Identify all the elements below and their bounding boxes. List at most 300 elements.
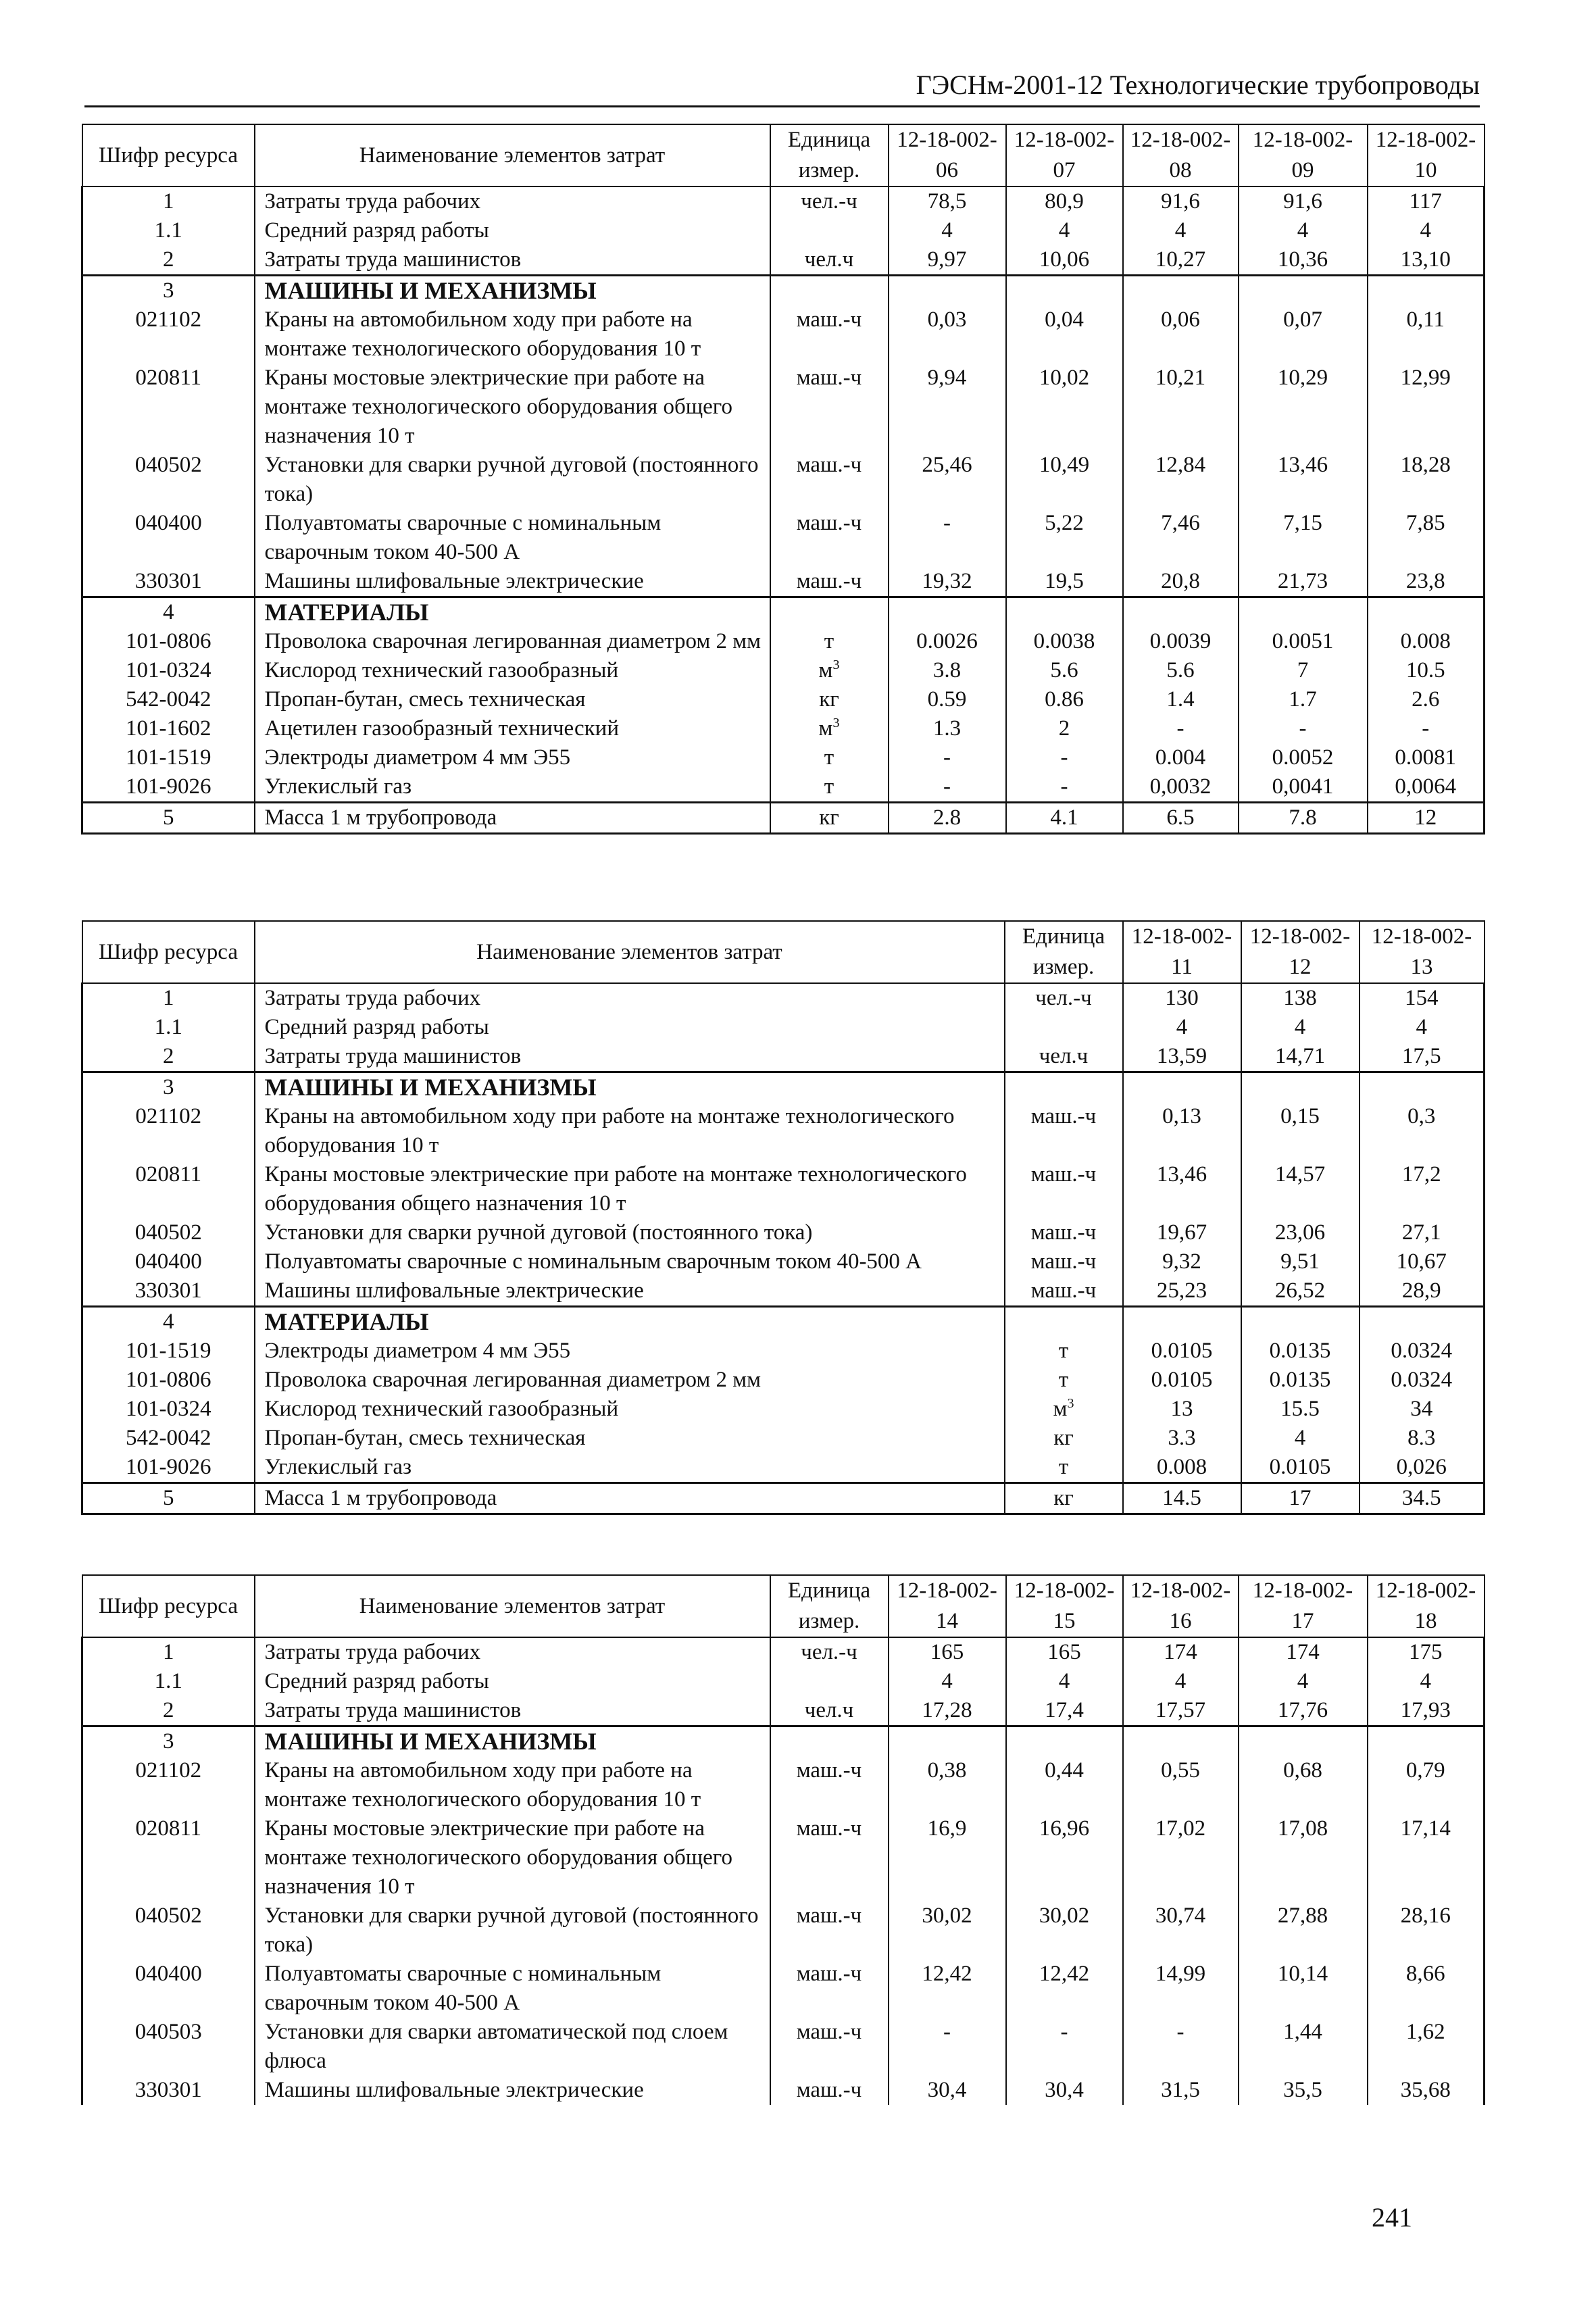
resource-name: Электроды диаметром 4 мм Э55	[255, 743, 770, 772]
resource-unit: т	[770, 743, 889, 772]
resource-name: Электроды диаметром 4 мм Э55	[255, 1337, 1005, 1366]
resource-value: 10,06	[1006, 245, 1123, 276]
resource-unit: т	[1005, 1337, 1123, 1366]
resource-value: 174	[1123, 1637, 1239, 1667]
resource-value: 0.0026	[889, 627, 1006, 656]
unit-header: Единица измер.	[1005, 921, 1123, 983]
resource-value: 34.5	[1360, 1483, 1485, 1514]
table-row	[82, 1395, 1485, 1424]
resource-value: -	[1368, 714, 1485, 743]
resource-value: 0.0324	[1360, 1337, 1485, 1366]
col-header: 12-18-002-06	[889, 124, 1006, 186]
resource-value: 5.6	[1006, 656, 1123, 685]
table-row	[82, 451, 1485, 509]
unit-exponent: 3	[832, 657, 840, 672]
resource-code: 1.1	[82, 216, 255, 245]
unit-exponent: 3	[1067, 1396, 1074, 1411]
resource-value: 17,76	[1239, 1696, 1368, 1726]
resource-name: Машины шлифовальные электрические	[255, 1276, 1005, 1307]
resource-unit: кг	[1005, 1483, 1123, 1514]
resource-unit	[770, 1667, 889, 1696]
resource-code: 101-9026	[82, 772, 255, 803]
resource-value: 25,46	[889, 451, 1006, 509]
table-row	[82, 1366, 1485, 1395]
resource-value: 4	[889, 1667, 1006, 1696]
resource-code: 1	[82, 1637, 255, 1667]
resource-value: 0.86	[1006, 685, 1123, 714]
resource-code: 021102	[82, 305, 255, 364]
resource-unit	[770, 1726, 889, 1757]
resource-value	[889, 276, 1006, 306]
resource-unit: маш.-ч	[770, 451, 889, 509]
unit-base: м	[818, 716, 833, 741]
resource-value: 10.5	[1368, 656, 1485, 685]
resource-value: 0,68	[1239, 1756, 1368, 1814]
resource-unit	[770, 216, 889, 245]
resource-value: 35,68	[1368, 2076, 1485, 2105]
resource-value: 10,36	[1239, 245, 1368, 276]
resource-value: 0.0105	[1123, 1337, 1241, 1366]
resource-value	[889, 1726, 1006, 1757]
resource-name: Углекислый газ	[255, 1453, 1005, 1483]
resource-value: 0,79	[1368, 1756, 1485, 1814]
resource-value: 4	[1241, 1424, 1360, 1453]
resource-unit	[1005, 1307, 1123, 1337]
resource-unit: чел.ч	[770, 245, 889, 276]
resource-value: 13,59	[1123, 1042, 1241, 1072]
resource-code: 330301	[82, 567, 255, 597]
resource-value	[1006, 276, 1123, 306]
resource-value: 30,02	[1006, 1901, 1123, 1960]
table-row	[82, 509, 1485, 567]
resource-code: 101-0806	[82, 627, 255, 656]
resource-value: 19,5	[1006, 567, 1123, 597]
resource-unit	[1005, 1395, 1123, 1424]
table-row	[82, 1247, 1485, 1276]
table-row	[82, 216, 1485, 245]
resource-value: 7,15	[1239, 509, 1368, 567]
resource-value: 0,04	[1006, 305, 1123, 364]
resource-unit: чел.-ч	[770, 1637, 889, 1667]
resource-unit: т	[1005, 1366, 1123, 1395]
resource-value: 0.0135	[1241, 1337, 1360, 1366]
resource-name: Затраты труда рабочих	[255, 1637, 770, 1667]
resource-unit	[770, 714, 889, 743]
resource-code: 040400	[82, 509, 255, 567]
resource-value: 0.0324	[1360, 1366, 1485, 1395]
table-row	[82, 1337, 1485, 1366]
resource-code: 330301	[82, 1276, 255, 1307]
resource-code: 101-0806	[82, 1366, 255, 1395]
section-row	[82, 597, 1485, 628]
resource-value	[1006, 597, 1123, 628]
resource-value: 1.3	[889, 714, 1006, 743]
resource-value: 4	[1368, 216, 1485, 245]
resource-value: 0.0105	[1241, 1453, 1360, 1483]
resource-value: 23,8	[1368, 567, 1485, 597]
resource-name: Краны мостовые электрические при работе на монтаже технологического оборудования общего назначения 10 т	[255, 1160, 1005, 1218]
resource-value: 8,66	[1368, 1960, 1485, 2018]
resource-name: Масса 1 м трубопровода	[255, 1483, 1005, 1514]
resource-unit: маш.-ч	[1005, 1276, 1123, 1307]
resource-value: 10,49	[1006, 451, 1123, 509]
resource-code: 020811	[82, 1814, 255, 1901]
table-row	[82, 685, 1485, 714]
section-code: 4	[82, 1307, 255, 1337]
resource-value: 130	[1123, 983, 1241, 1013]
resource-value: 17,57	[1123, 1696, 1239, 1726]
resource-name: Затраты труда рабочих	[255, 983, 1005, 1013]
resource-unit: маш.-ч	[1005, 1218, 1123, 1247]
resource-value: 165	[889, 1637, 1006, 1667]
resource-value: 30,4	[1006, 2076, 1123, 2105]
resource-value: 0.59	[889, 685, 1006, 714]
resource-value: 4	[1123, 1013, 1241, 1042]
resource-value: 13	[1123, 1395, 1241, 1424]
resource-value: 175	[1368, 1637, 1485, 1667]
resource-name: Установки для сварки ручной дуговой (постоянного тока)	[255, 1901, 770, 1960]
resource-name: Проволока сварочная легированная диаметром 2 мм	[255, 1366, 1005, 1395]
resource-unit: маш.-ч	[770, 2076, 889, 2105]
resource-value: 14,71	[1241, 1042, 1360, 1072]
resource-unit: т	[770, 627, 889, 656]
resource-value: 17,14	[1368, 1814, 1485, 1901]
resource-unit	[1005, 1013, 1123, 1042]
resource-value: 4	[1006, 1667, 1123, 1696]
resource-value: 4.1	[1006, 803, 1123, 834]
resource-value: 13,10	[1368, 245, 1485, 276]
resource-value: 0,55	[1123, 1756, 1239, 1814]
resource-value: 1.7	[1239, 685, 1368, 714]
resource-unit: маш.-ч	[770, 1901, 889, 1960]
resource-value: 17	[1241, 1483, 1360, 1514]
resource-value: 0,026	[1360, 1453, 1485, 1483]
table-row	[82, 656, 1485, 685]
resource-name: Затраты труда машинистов	[255, 1042, 1005, 1072]
resource-value	[1239, 1726, 1368, 1757]
resource-value: 7	[1239, 656, 1368, 685]
table-row	[82, 983, 1485, 1013]
resource-value: 10,21	[1123, 364, 1239, 451]
resource-value	[1368, 276, 1485, 306]
resource-value: 12,42	[889, 1960, 1006, 2018]
resource-code: 040502	[82, 451, 255, 509]
col-header: 12-18-002-17	[1239, 1575, 1368, 1637]
resource-value: 91,6	[1239, 186, 1368, 216]
resource-value: 16,96	[1006, 1814, 1123, 1901]
resource-value: 4	[1239, 216, 1368, 245]
table-row	[82, 627, 1485, 656]
resource-value: 2.8	[889, 803, 1006, 834]
resource-code: 040502	[82, 1218, 255, 1247]
resource-name: Краны на автомобильном ходу при работе на монтаже технологического оборудования 10 т	[255, 1756, 770, 1814]
resource-value: 25,23	[1123, 1276, 1241, 1307]
resource-unit: кг	[770, 803, 889, 834]
resource-name: Краны на автомобильном ходу при работе на монтаже технологического оборудования 10 т	[255, 305, 770, 364]
resource-code: 542-0042	[82, 685, 255, 714]
unit-exponent: 3	[832, 716, 840, 730]
resource-code: 101-0324	[82, 656, 255, 685]
mass-row	[82, 1483, 1485, 1514]
resource-value: 14,99	[1123, 1960, 1239, 2018]
resource-code: 101-1519	[82, 743, 255, 772]
resource-value: -	[889, 772, 1006, 803]
section-code: 3	[82, 1726, 255, 1757]
resource-name: Машины шлифовальные электрические	[255, 567, 770, 597]
resource-value: 165	[1006, 1637, 1123, 1667]
resource-value: 0.0039	[1123, 627, 1239, 656]
col-header: 12-18-002-18	[1368, 1575, 1485, 1637]
resource-value: 0.0051	[1239, 627, 1368, 656]
resource-value: 0.0081	[1368, 743, 1485, 772]
section-row	[82, 1726, 1485, 1757]
resource-unit: маш.-ч	[1005, 1247, 1123, 1276]
resource-value: 0,11	[1368, 305, 1485, 364]
resource-value: 4	[1360, 1013, 1485, 1042]
table-row	[82, 1960, 1485, 2018]
table-row	[82, 305, 1485, 364]
resource-value: 1,62	[1368, 2018, 1485, 2076]
resource-value	[1123, 597, 1239, 628]
resource-value: 0.0052	[1239, 743, 1368, 772]
unit-base: м	[1053, 1397, 1068, 1421]
resource-value: 0.0105	[1123, 1366, 1241, 1395]
resource-value: 154	[1360, 983, 1485, 1013]
resource-value: 0,38	[889, 1756, 1006, 1814]
resource-value: 17,28	[889, 1696, 1006, 1726]
resource-value: -	[889, 2018, 1006, 2076]
resource-value: 0,15	[1241, 1102, 1360, 1160]
resource-value: 30,02	[889, 1901, 1006, 1960]
resource-value: 27,88	[1239, 1901, 1368, 1960]
resource-value: 6.5	[1123, 803, 1239, 834]
section-title: МАТЕРИАЛЫ	[255, 1307, 1005, 1337]
resource-value	[1239, 276, 1368, 306]
resource-value: 80,9	[1006, 186, 1123, 216]
section-code: 3	[82, 276, 255, 306]
resource-unit: маш.-ч	[770, 567, 889, 597]
resource-value: 18,28	[1368, 451, 1485, 509]
resource-value: 0,44	[1006, 1756, 1123, 1814]
col-header: 12-18-002-10	[1368, 124, 1485, 186]
unit-header: Единица измер.	[770, 1575, 889, 1637]
resource-value	[1006, 1726, 1123, 1757]
resource-value: 4	[1241, 1013, 1360, 1042]
resource-value: 0,07	[1239, 305, 1368, 364]
resource-table-3	[81, 1574, 1485, 2105]
resource-unit	[770, 656, 889, 685]
col-header: 12-18-002-11	[1123, 921, 1241, 983]
table-row	[82, 1160, 1485, 1218]
resource-value: 5.6	[1123, 656, 1239, 685]
resource-value: 16,9	[889, 1814, 1006, 1901]
resource-value: 9,51	[1241, 1247, 1360, 1276]
section-title: МАШИНЫ И МЕХАНИЗМЫ	[255, 1726, 770, 1757]
resource-name: Полуавтоматы сварочные с номинальным сварочным током 40-500 А	[255, 509, 770, 567]
resource-value: 17,02	[1123, 1814, 1239, 1901]
code-header: Шифр ресурса	[82, 124, 255, 186]
resource-code: 020811	[82, 364, 255, 451]
resource-value: 9,32	[1123, 1247, 1241, 1276]
resource-name: Углекислый газ	[255, 772, 770, 803]
resource-value	[1360, 1307, 1485, 1337]
resource-value: 12,99	[1368, 364, 1485, 451]
resource-unit: маш.-ч	[770, 1960, 889, 2018]
resource-name: Средний разряд работы	[255, 1667, 770, 1696]
resource-name: Краны на автомобильном ходу при работе на монтаже технологического оборудования 10 т	[255, 1102, 1005, 1160]
resource-value: 4	[1239, 1667, 1368, 1696]
resource-code: 101-0324	[82, 1395, 255, 1424]
table-row	[82, 1667, 1485, 1696]
resource-value	[889, 597, 1006, 628]
resource-name: Проволока сварочная легированная диаметром 2 мм	[255, 627, 770, 656]
resource-name: Установки для сварки ручной дуговой (постоянного тока)	[255, 1218, 1005, 1247]
resource-name: Кислород технический газообразный	[255, 1395, 1005, 1424]
resource-value: 28,16	[1368, 1901, 1485, 1960]
col-header: 12-18-002-12	[1241, 921, 1360, 983]
resource-value: 10,27	[1123, 245, 1239, 276]
resource-value: 10,14	[1239, 1960, 1368, 2018]
resource-value: 138	[1241, 983, 1360, 1013]
resource-value: 0.0135	[1241, 1366, 1360, 1395]
resource-unit: чел.-ч	[770, 186, 889, 216]
resource-value: -	[1123, 714, 1239, 743]
resource-unit: т	[1005, 1453, 1123, 1483]
resource-unit: чел.ч	[770, 1696, 889, 1726]
page-header: ГЭСНм-2001-12 Технологические трубопроводы	[84, 69, 1480, 107]
resource-value: 17,08	[1239, 1814, 1368, 1901]
resource-value: 78,5	[889, 186, 1006, 216]
resource-value: 17,5	[1360, 1042, 1485, 1072]
resource-value: 0.004	[1123, 743, 1239, 772]
resource-name: Пропан-бутан, смесь техническая	[255, 685, 770, 714]
resource-value: 35,5	[1239, 2076, 1368, 2105]
resource-unit	[770, 597, 889, 628]
resource-value: 117	[1368, 186, 1485, 216]
unit-header: Единица измер.	[770, 124, 889, 186]
resource-code: 2	[82, 245, 255, 276]
resource-value: 28,9	[1360, 1276, 1485, 1307]
resource-value: 26,52	[1241, 1276, 1360, 1307]
resource-value: 31,5	[1123, 2076, 1239, 2105]
resource-name: Средний разряд работы	[255, 216, 770, 245]
resource-value: -	[1123, 2018, 1239, 2076]
resource-code: 040503	[82, 2018, 255, 2076]
col-header: 12-18-002-14	[889, 1575, 1006, 1637]
resource-unit	[1005, 1072, 1123, 1103]
resource-value: 30,74	[1123, 1901, 1239, 1960]
resource-value: 1,44	[1239, 2018, 1368, 2076]
resource-code: 2	[82, 1696, 255, 1726]
resource-name: Установки для сварки ручной дуговой (постоянного тока)	[255, 451, 770, 509]
resource-value: 0.008	[1123, 1453, 1241, 1483]
resource-unit	[770, 276, 889, 306]
resource-value: 7.8	[1239, 803, 1368, 834]
table-row	[82, 1424, 1485, 1453]
resource-value: 1.4	[1123, 685, 1239, 714]
resource-value: 10,67	[1360, 1247, 1485, 1276]
name-header: Наименование элементов затрат	[255, 1575, 770, 1637]
table-row	[82, 1901, 1485, 1960]
resource-value	[1123, 276, 1239, 306]
resource-name: Полуавтоматы сварочные с номинальным сварочным током 40-500 А	[255, 1247, 1005, 1276]
section-code: 3	[82, 1072, 255, 1103]
resource-name: Краны мостовые электрические при работе на монтаже технологического оборудования общего назначения 10 т	[255, 364, 770, 451]
resource-value: 0.0038	[1006, 627, 1123, 656]
resource-unit: чел.-ч	[1005, 983, 1123, 1013]
section-title: МАШИНЫ И МЕХАНИЗМЫ	[255, 276, 770, 306]
resource-value: 7,46	[1123, 509, 1239, 567]
resource-value: 8.3	[1360, 1424, 1485, 1453]
table-row	[82, 1102, 1485, 1160]
section-title: МАШИНЫ И МЕХАНИЗМЫ	[255, 1072, 1005, 1103]
resource-code: 021102	[82, 1756, 255, 1814]
resource-value: 2.6	[1368, 685, 1485, 714]
resource-value: 15.5	[1241, 1395, 1360, 1424]
resource-code: 5	[82, 1483, 255, 1514]
section-title: МАТЕРИАЛЫ	[255, 597, 770, 628]
resource-value	[1360, 1072, 1485, 1103]
table-row	[82, 1042, 1485, 1072]
resource-name: Кислород технический газообразный	[255, 656, 770, 685]
resource-value: 27,1	[1360, 1218, 1485, 1247]
resource-value: 7,85	[1368, 509, 1485, 567]
resource-value	[1239, 597, 1368, 628]
resource-value	[1368, 1726, 1485, 1757]
resource-value: 0,0032	[1123, 772, 1239, 803]
resource-value: 34	[1360, 1395, 1485, 1424]
resource-unit: маш.-ч	[770, 364, 889, 451]
resource-unit: кг	[770, 685, 889, 714]
resource-unit: кг	[1005, 1424, 1123, 1453]
table-row	[82, 1453, 1485, 1483]
resource-code: 1	[82, 186, 255, 216]
resource-value: 17,4	[1006, 1696, 1123, 1726]
resource-code: 330301	[82, 2076, 255, 2105]
resource-value: 4	[1006, 216, 1123, 245]
resource-value: 14.5	[1123, 1483, 1241, 1514]
resource-value: 0,03	[889, 305, 1006, 364]
section-code: 4	[82, 597, 255, 628]
resource-value: 0,3	[1360, 1102, 1485, 1160]
table-row	[82, 1637, 1485, 1667]
resource-value: 3.8	[889, 656, 1006, 685]
resource-value: -	[889, 509, 1006, 567]
code-header: Шифр ресурса	[82, 1575, 255, 1637]
resource-value: 19,67	[1123, 1218, 1241, 1247]
resource-value: 4	[1368, 1667, 1485, 1696]
resource-value: -	[1239, 714, 1368, 743]
resource-value: 13,46	[1123, 1160, 1241, 1218]
resource-unit: маш.-ч	[770, 305, 889, 364]
resource-code: 040502	[82, 1901, 255, 1960]
resource-value: 4	[889, 216, 1006, 245]
table-row	[82, 245, 1485, 276]
name-header: Наименование элементов затрат	[255, 921, 1005, 983]
table-row	[82, 186, 1485, 216]
table-row	[82, 1013, 1485, 1042]
resource-code: 1.1	[82, 1667, 255, 1696]
section-row	[82, 276, 1485, 306]
resource-code: 1.1	[82, 1013, 255, 1042]
table-head	[82, 124, 1485, 186]
resource-value: 17,2	[1360, 1160, 1485, 1218]
resource-value: 30,4	[889, 2076, 1006, 2105]
resource-name: Затраты труда машинистов	[255, 245, 770, 276]
section-row	[82, 1307, 1485, 1337]
col-header: 12-18-002-15	[1006, 1575, 1123, 1637]
resource-unit: маш.-ч	[770, 1756, 889, 1814]
